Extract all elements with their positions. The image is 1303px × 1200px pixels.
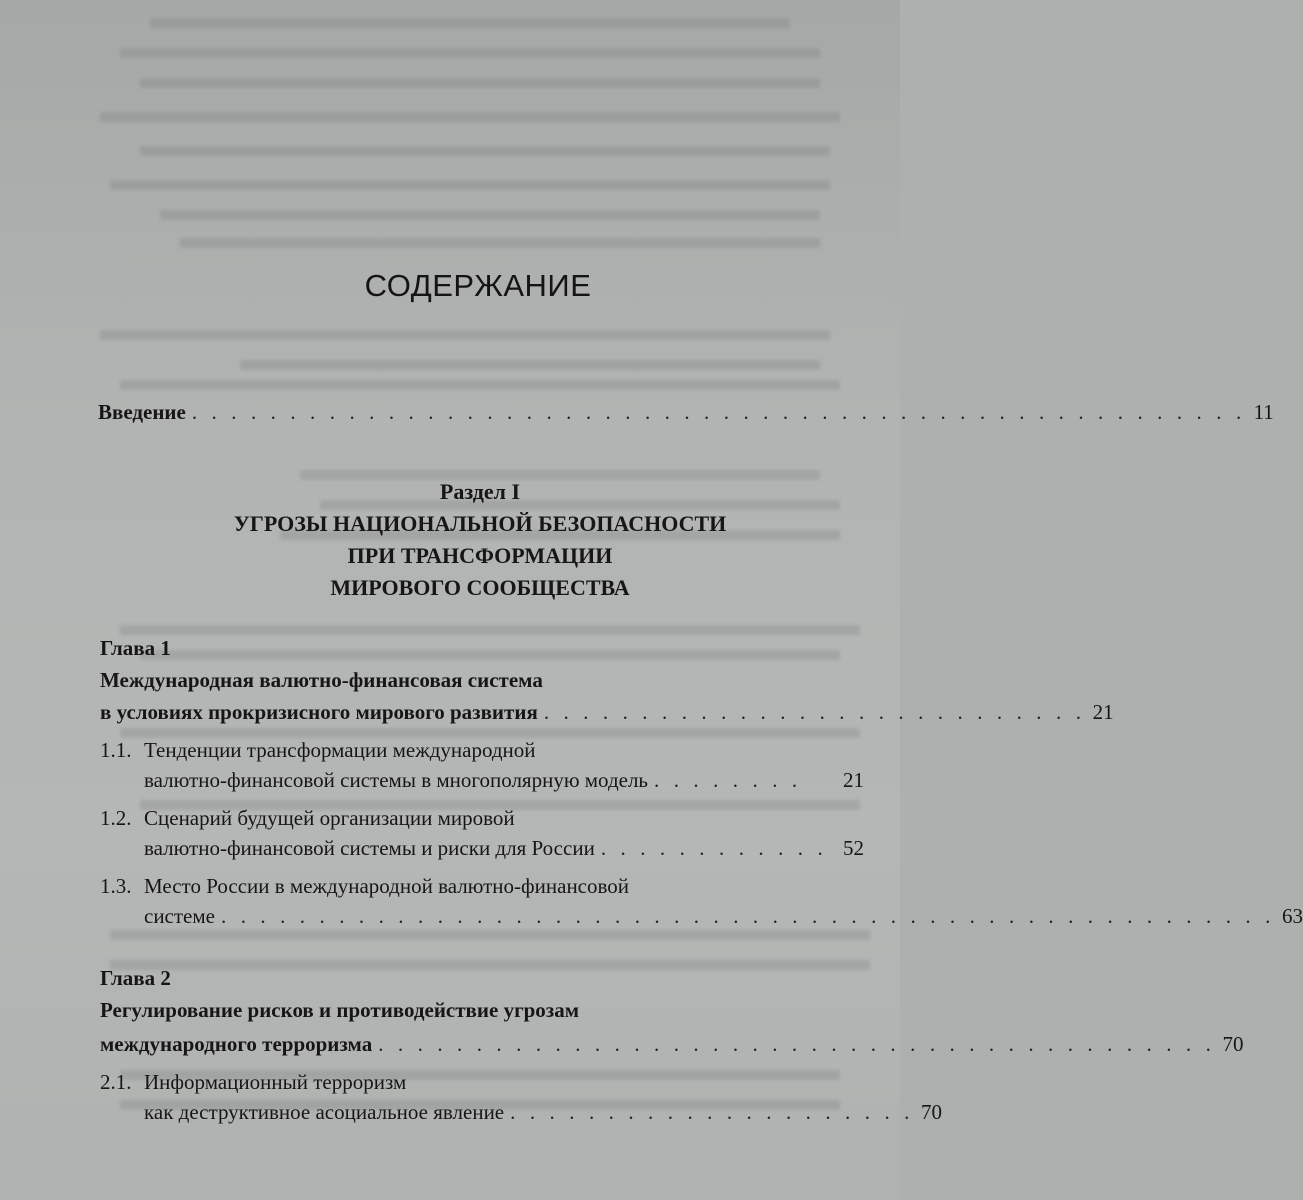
section-title-line: УГРОЗЫ НАЦИОНАЛЬНОЙ БЕЗОПАСНОСТИ (233, 511, 727, 536)
subsection-title-line: Место России в международной валютно-финансовой (144, 874, 630, 898)
subsection-number: 1.3. (100, 874, 132, 898)
toc-entry-2-1 (144, 1098, 942, 1126)
page-title: СОДЕРЖАНИЕ (364, 268, 592, 303)
chapter-title-line: Международная валютно-финансовая система (100, 668, 543, 692)
dot-leader: . . . . . . . . . . . . . . . . . . . . . . . . . . . . (543, 700, 1086, 724)
dot-leader: . . . . . . . . . . . . . . . . . . . . . . . . . . . . . . . . . . . . . . . . . . . . . . . . . . . . . . (191, 400, 1246, 424)
dot-leader: . . . . . . . . . . . . . . . . . . . . . . . . . . . . . . . . . . . . . . . . . . . (378, 1032, 1216, 1056)
chapter-label: Глава 2 (100, 966, 171, 990)
toc-entry-1-2 (144, 834, 864, 862)
toc-entry-chapter-2 (100, 1030, 1244, 1058)
chapter-title-line: международного терроризма (100, 1032, 373, 1056)
toc-entry-1-3 (144, 902, 1303, 930)
chapter-title-line: Регулирование рисков и противодействие угрозам (100, 998, 580, 1022)
dot-leader: . . . . . . . . . . . . (600, 836, 828, 860)
toc-page-number: 21 (843, 768, 864, 792)
subsection-number: 1.2. (100, 806, 132, 830)
subsection-title-line: как деструктивное асоциальное явление (144, 1100, 505, 1124)
section-label: Раздел I (439, 479, 521, 504)
toc-page-number: 70 (1222, 1032, 1244, 1056)
subsection-title-line: валютно-финансовой системы и риски для России (144, 836, 595, 860)
section-title-line: ПРИ ТРАНСФОРМАЦИИ (347, 543, 613, 568)
subsection-number: 2.1. (100, 1070, 132, 1094)
subsection-title-line: валютно-финансовой системы в многополярную модель (144, 768, 648, 792)
section-title-line: МИРОВОГО СООБЩЕСТВА (330, 575, 630, 600)
toc-page-number: 11 (1253, 400, 1274, 424)
chapter-label: Глава 1 (100, 636, 171, 660)
toc-page-number: 63 (1281, 904, 1303, 928)
toc-entry-intro (98, 398, 1274, 426)
toc-entry-label: Введение (98, 400, 186, 424)
toc-page-number: 21 (1092, 700, 1114, 724)
toc-page-number: 70 (921, 1100, 942, 1124)
dot-leader: . . . . . . . . . . . . . . . . . . . . . . . . . . . . . . . . . . . . . . . . . . . . . . . . . . . . . . (221, 904, 1275, 928)
dot-leader: . . . . . . . . . . . . . . . . . . . . . (510, 1100, 914, 1124)
toc-entry-1-1 (144, 766, 864, 794)
toc-page-number: 52 (843, 836, 864, 860)
chapter-title-line: в условиях прокризисного мирового развития (100, 700, 538, 724)
subsection-number: 1.1. (100, 738, 132, 762)
subsection-title-line: Информационный терроризм (144, 1070, 407, 1094)
subsection-title-line: Тенденции трансформации международной (144, 738, 536, 762)
subsection-title-line: системе (144, 904, 215, 928)
dot-leader: . . . . . . . . (654, 768, 802, 792)
subsection-title-line: Сценарий будущей организации мировой (144, 806, 515, 830)
toc-entry-chapter-1 (100, 698, 1114, 726)
